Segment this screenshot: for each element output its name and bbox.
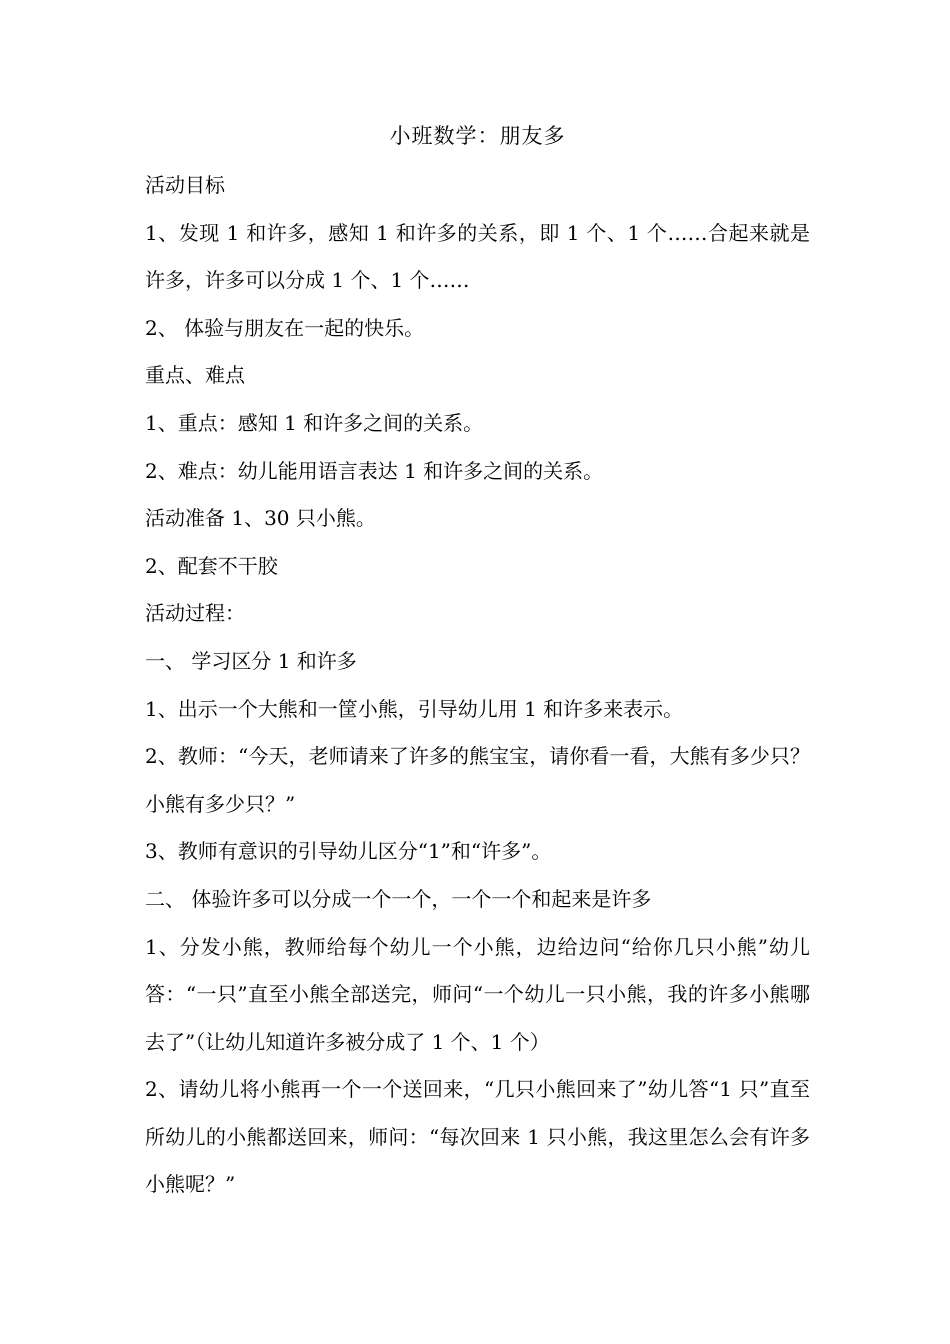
paragraph: 2、难点：幼儿能用语言表达 1 和许多之间的关系。 — [145, 458, 604, 483]
paragraph: 1、出示一个大熊和一筐小熊，引导幼儿用 1 和许多来表示。 — [145, 696, 684, 721]
document-title: 小班数学：朋友多 — [389, 124, 566, 148]
paragraph: 2、教师：“今天，老师请来了许多的熊宝宝，请你看一看，大熊有多少只？小熊有多少只？” — [145, 744, 810, 816]
section-heading-process: 活动过程： — [145, 601, 245, 626]
section-heading-goals: 活动目标 — [145, 173, 225, 197]
paragraph: 2、请幼儿将小熊再一个一个送回来，“几只小熊回来了”幼儿答“1 只”直至所幼儿的小熊都送回来，师问：“每次回来 1 只小熊，我这里怎么会有许多小熊呢？” — [145, 1077, 810, 1197]
paragraph: 2、配套不干胶 — [145, 553, 278, 578]
section-heading-preparation: 活动准备 1、30 只小熊。 — [145, 506, 376, 531]
paragraph: 2、 体验与朋友在一起的快乐。 — [145, 315, 425, 340]
paragraph: 1、重点：感知 1 和许多之间的关系。 — [145, 410, 484, 435]
paragraph: 3、教师有意识的引导幼儿区分“1”和“许多”。 — [145, 839, 552, 864]
subsection-heading: 一、 学习区分 1 和许多 — [145, 648, 357, 673]
document-page — [145, 118, 810, 1209]
section-heading-key-points: 重点、难点 — [145, 363, 245, 388]
paragraph: 1、分发小熊，教师给每个幼儿一个小熊，边给边问“给你几只小熊”幼儿答：“一只”直至小熊全部送完，师问“一个幼儿一只小熊，我的许多小熊哪去了”（让幼儿知道许多被分成了 1 个、1 个） — [145, 934, 810, 1054]
subsection-heading: 二、 体验许多可以分成一个一个，一个一个和起来是许多 — [145, 886, 652, 911]
paragraph: 1、发现 1 和许多，感知 1 和许多的关系，即 1 个、1 个……合起来就是许多，许多可以分成 1 个、1 个…… — [145, 220, 810, 293]
